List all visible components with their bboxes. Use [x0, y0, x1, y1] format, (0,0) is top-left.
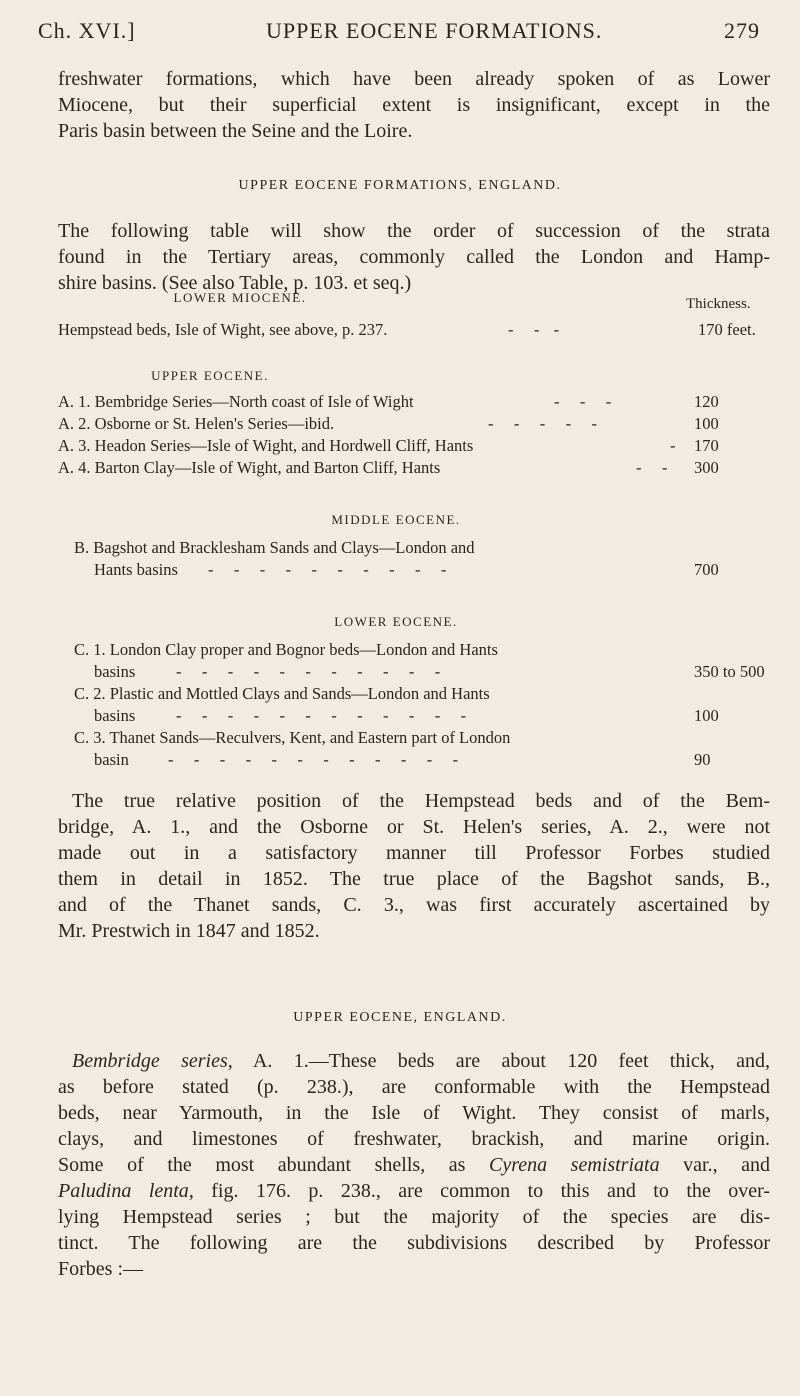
thickness-column-header: Thickness. — [686, 296, 751, 312]
text-line: lying Hempstead series ; but the majority of the species are dis- — [58, 1206, 770, 1228]
text-line: Forbes :— — [58, 1258, 143, 1280]
table-heading-middle-eocene: MIDDLE EOCENE. — [331, 512, 461, 527]
leader-dots: - - — [636, 458, 670, 477]
row-label: Hempstead beds, Isle of Wight, see above, p. 237. — [58, 320, 388, 339]
leader-dots: - - - - - - - - - - - - — [168, 750, 461, 769]
text-line: found in the Tertiary areas, commonly called the London and Hamp- — [58, 246, 770, 268]
text-line: freshwater formations, which have been already spoken of as Lower — [58, 68, 770, 90]
row-value: 90 — [694, 750, 711, 769]
row-label-line2: basin — [94, 750, 129, 769]
row-label: A. 1. Bembridge Series—North coast of Isle of Wight — [58, 392, 414, 411]
row-label-line2: basins — [94, 706, 136, 725]
leader-dots: - - - - - — [488, 414, 599, 433]
row-value: 100 — [694, 414, 719, 433]
text-line: beds, near Yarmouth, in the Isle of Wight. They consist of marls, — [58, 1102, 770, 1124]
table-row-b — [58, 538, 778, 560]
text-line: made out in a satisfactory manner till Professor Forbes studied — [58, 842, 770, 864]
italic-term: Paludina — [58, 1180, 132, 1202]
row-label: A. 2. Osborne or St. Helen's Series—ibid. — [58, 414, 335, 433]
row-value: 120 — [694, 392, 719, 411]
text-line: bridge, A. 1., and the Osborne or St. Helen's series, A. 2., were not — [58, 816, 770, 838]
table-row-c2-cont — [58, 706, 778, 728]
text-fragment: lenta, fig. 176. p. 238., are common to this and to the over- — [148, 1180, 771, 1202]
table-row-hempstead — [58, 320, 778, 342]
table-row-a1 — [58, 392, 778, 414]
table-row-a4 — [58, 458, 778, 480]
row-label-line1: C. 3. Thanet Sands—Reculvers, Kent, and Eastern part of London — [74, 728, 511, 747]
text-line — [58, 1048, 770, 1074]
row-value: 700 — [694, 560, 719, 579]
chapter-label: Ch. XVI.] — [38, 18, 136, 43]
row-label-line1: B. Bagshot and Bracklesham Sands and Clays—London and — [74, 538, 475, 557]
position-paragraph — [58, 788, 770, 944]
text-line: The true relative position of the Hempstead beds and of the Bem- — [72, 790, 770, 812]
text-line: and of the Thanet sands, C. 3., was first accurately ascertained by — [58, 894, 770, 916]
text-fragment: Some of the most abundant shells, as — [58, 1154, 489, 1176]
leader-dots: - - - — [508, 320, 562, 339]
table-row-c1-cont — [58, 662, 778, 684]
row-label-line2: basins — [94, 662, 136, 681]
text-line: Paris basin between the Seine and the Loire. — [58, 120, 413, 142]
table-row-c3 — [58, 728, 778, 750]
bembridge-paragraph — [58, 1048, 770, 1282]
text-line: clays, and limestones of freshwater, brackish, and marine origin. — [58, 1128, 770, 1150]
leader-dots: - - - — [554, 392, 614, 411]
table-row-a3 — [58, 436, 778, 458]
table-row-c1 — [58, 640, 778, 662]
running-title: UPPER EOCENE FORMATIONS. — [266, 18, 603, 43]
table-row-a2 — [58, 414, 778, 436]
italic-term: lenta — [148, 1180, 189, 1202]
text-line — [58, 1152, 770, 1178]
table-heading-upper-eocene: UPPER EOCENE. — [151, 368, 269, 383]
leader-dots: - - - - - - - - - - - - — [176, 706, 469, 725]
text-line: as before stated (p. 238.), are conformable with the Hempstead — [58, 1076, 770, 1098]
italic-term: Bembridge series, — [72, 1050, 233, 1072]
running-header — [38, 18, 760, 52]
text-line: shire basins. (See also Table, p. 103. et seq.) — [58, 272, 412, 294]
row-value: 170 — [694, 436, 719, 455]
page-number: 279 — [724, 18, 760, 43]
section-heading: UPPER EOCENE FORMATIONS, ENGLAND. — [238, 178, 562, 193]
row-label-line1: C. 2. Plastic and Mottled Clays and Sands—London and Hants — [74, 684, 490, 703]
leader-dots: - — [670, 436, 678, 455]
row-label-line1: C. 1. London Clay proper and Bognor beds—London and Hants — [74, 640, 498, 659]
leader-dots: - - - - - - - - - - - — [176, 662, 443, 681]
text-fragment: var., and — [659, 1154, 771, 1176]
intro-paragraph — [58, 66, 770, 144]
table-row-c2 — [58, 684, 778, 706]
section-heading: UPPER EOCENE, ENGLAND. — [293, 1010, 507, 1025]
text-line: tinct. The following are the subdivisions described by Professor — [58, 1232, 770, 1254]
row-value: 170 feet. — [698, 320, 756, 339]
text-fragment: A. 1.—These beds are about 120 feet thick, and, — [232, 1050, 770, 1072]
table-row-b-cont — [58, 560, 778, 582]
row-label-line2: Hants basins — [94, 560, 178, 579]
leader-dots: - - - - - - - - - - — [208, 560, 449, 579]
text-line: them in detail in 1852. The true place of the Bagshot sands, B., — [58, 868, 770, 890]
table-heading-lower-miocene: LOWER MIOCENE. — [173, 290, 307, 305]
row-label: A. 3. Headon Series—Isle of Wight, and Hordwell Cliff, Hants — [58, 436, 474, 455]
text-line — [58, 1178, 770, 1204]
italic-term: Cyrena semistriata — [488, 1154, 660, 1176]
table-row-c3-cont — [58, 750, 778, 772]
row-value: 350 to 500 — [694, 662, 765, 681]
table-heading-lower-eocene: LOWER EOCENE. — [334, 614, 458, 629]
text-line: Mr. Prestwich in 1847 and 1852. — [58, 920, 320, 942]
text-line: Miocene, but their superficial extent is insignificant, except in the — [58, 94, 770, 116]
row-value: 300 — [694, 458, 719, 477]
row-label: A. 4. Barton Clay—Isle of Wight, and Barton Cliff, Hants — [58, 458, 441, 477]
text-line: The following table will show the order of succession of the strata — [58, 220, 770, 242]
table-intro-paragraph — [58, 218, 770, 296]
row-value: 100 — [694, 706, 719, 725]
